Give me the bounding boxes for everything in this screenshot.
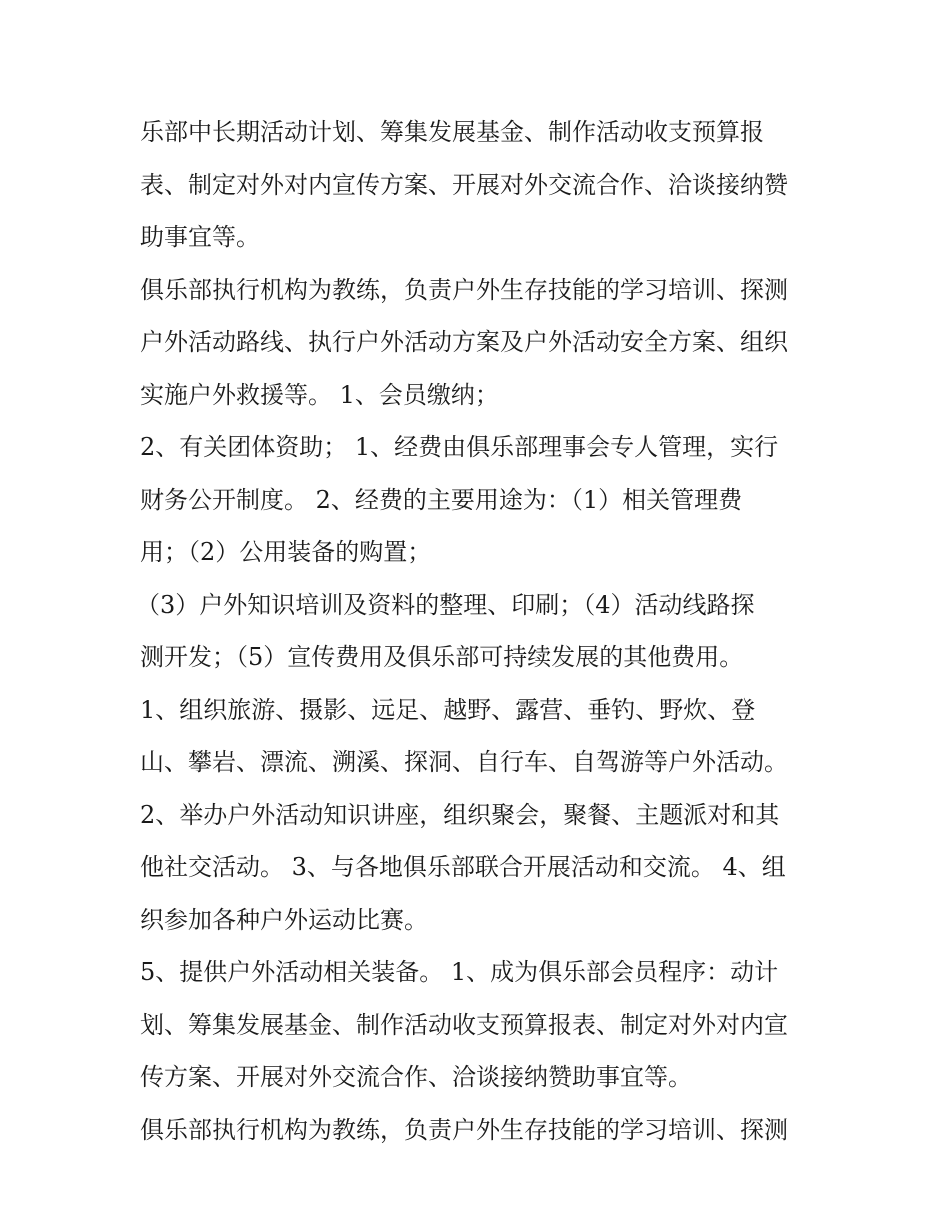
text-line: 山、攀岩、漂流、溯溪、探洞、自行车、自驾游等户外活动。 bbox=[140, 748, 788, 776]
text-line: 俱乐部执行机构为教练，负责户外生存技能的学习培训、探测 bbox=[140, 275, 788, 304]
text-line: 财务公开制度。 2、经费的主要用途为：（1）相关管理费 bbox=[140, 485, 743, 514]
text-line: 俱乐部执行机构为教练，负责户外生存技能的学习培训、探测 bbox=[140, 1115, 788, 1144]
text-line: 织参加各种户外运动比赛。 bbox=[140, 905, 428, 934]
text-line: 5、提供户外活动相关装备。 1、成为俱乐部会员程序：动计 bbox=[140, 958, 779, 986]
text-line: 用；（2）公用装备的购置； bbox=[140, 538, 432, 566]
text-line: 1、组织旅游、摄影、远足、越野、露营、垂钓、野炊、登 bbox=[140, 695, 756, 724]
text-line: 2、有关团体资助； 1、经费由俱乐部理事会专人管理，实行 bbox=[140, 433, 779, 461]
text-line: 传方案、开展对外交流合作、洽谈接纳赞助事宜等。 bbox=[140, 1063, 692, 1091]
text-line: （3）户外知识培训及资料的整理、印刷；（4）活动线路探 bbox=[136, 590, 755, 619]
text-line: 乐部中长期活动计划、筹集发展基金、制作活动收支预算报 bbox=[140, 118, 764, 146]
text-line: 划、筹集发展基金、制作活动收支预算报表、制定对外对内宣 bbox=[140, 1010, 788, 1039]
text-line: 实施户外救援等。 1、会员缴纳； bbox=[140, 380, 499, 409]
document-body bbox=[136, 106, 840, 1156]
text-line: 测开发；（5）宣传费用及俱乐部可持续发展的其他费用。 bbox=[140, 643, 744, 671]
text-line: 2、举办户外活动知识讲座，组织聚会，聚餐、主题派对和其 bbox=[140, 800, 780, 829]
text-line: 表、制定对外对内宣传方案、开展对外交流合作、洽谈接纳赞 bbox=[140, 170, 788, 199]
text-line: 户外活动路线、执行户外活动方案及户外活动安全方案、组织 bbox=[140, 328, 788, 356]
text-line: 他社交活动。 3、与各地俱乐部联合开展活动和交流。 4、组 bbox=[140, 853, 786, 881]
text-line: 助事宜等。 bbox=[140, 223, 260, 251]
